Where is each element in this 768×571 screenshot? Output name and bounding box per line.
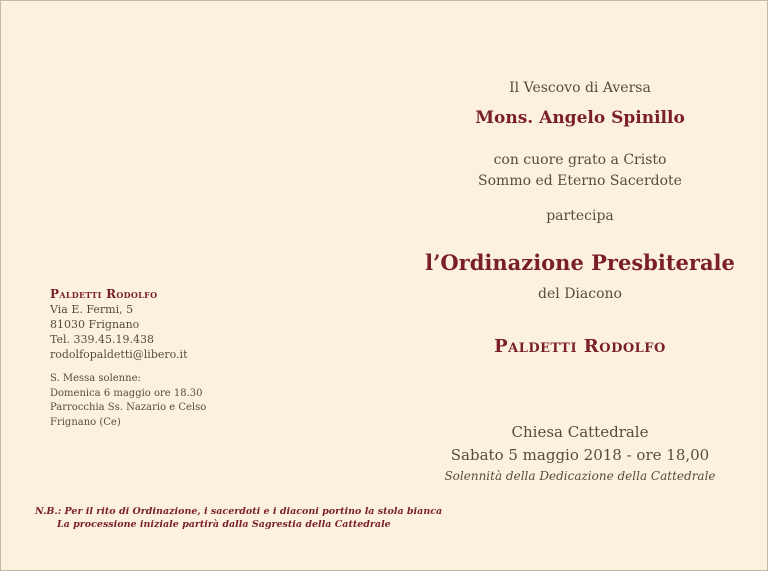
note-line-2: La processione iniziale partirà dalla Sagrestia della Cattedrale	[57, 519, 391, 530]
sender-city: 81030 Frignano	[50, 318, 140, 331]
participates-text: partecipa	[546, 208, 614, 224]
mass-parish: Parrocchia Ss. Nazario e Celso	[50, 402, 207, 413]
dedication-text	[420, 150, 740, 192]
ceremony-date: Sabato 5 maggio 2018 - ore 18,00	[450, 446, 710, 464]
sender-phone: Tel. 339.45.19.438	[50, 333, 154, 346]
sender-email: rodolfopaldetti@libero.it	[50, 348, 188, 361]
bishop-title: Il Vescovo di Aversa	[509, 80, 651, 96]
sender-name: Paldetti Rodolfo	[50, 287, 158, 301]
ordination-title: l’Ordinazione Presbiterale	[425, 250, 735, 275]
mass-info	[50, 372, 300, 430]
deacon-label: del Diacono	[538, 286, 622, 302]
dedication-line-1: con cuore grato a Cristo	[493, 152, 667, 168]
dedication-line-2: Sommo ed Eterno Sacerdote	[478, 173, 682, 189]
bishop-name: Mons. Angelo Spinillo	[475, 108, 685, 128]
church-name: Chiesa Cattedrale	[511, 423, 649, 441]
mass-place: Frignano (Ce)	[50, 416, 121, 428]
mass-title: S. Messa solenne:	[50, 373, 141, 384]
note-line-1: N.B.: Per il rito di Ordinazione, i sacerdoti e i diaconi portino la stola bianca	[35, 506, 443, 517]
deacon-name: Paldetti Rodolfo	[494, 336, 666, 357]
mass-date: Domenica 6 maggio ore 18.30	[50, 387, 203, 399]
sender-block	[50, 287, 300, 362]
sender-address: Via E. Fermi, 5	[50, 303, 134, 316]
notes-block	[35, 505, 443, 531]
solemnity-text: Solennità della Dedicazione della Cattedrale	[444, 469, 716, 483]
